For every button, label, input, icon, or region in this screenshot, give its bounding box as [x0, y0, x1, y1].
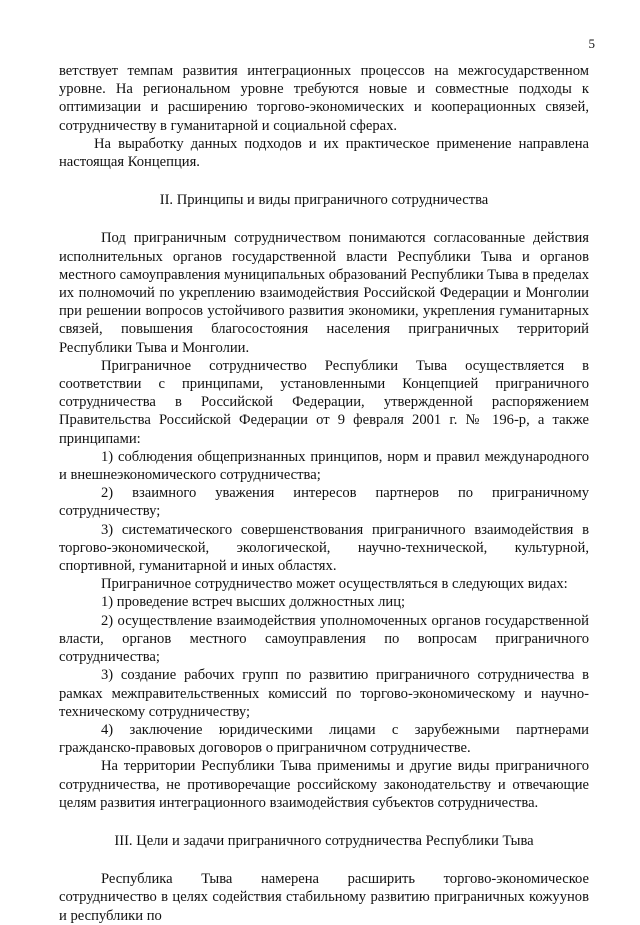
- form-item-2: 2) осуществление взаимодействия уполномоченных органов государственной власти, органов местного самоуправления по вопросам приграничного сотрудничества;: [59, 612, 589, 666]
- forms-intro-paragraph: Приграничное сотрудничество может осуществляться в следующих видах:: [101, 576, 568, 593]
- document-body: [59, 62, 589, 925]
- principle-item-1: 1) соблюдения общепризнанных принципов, норм и правил международного и внешнеэкономического сотрудничества;: [59, 448, 589, 484]
- form-item-4: 4) заключение юридическими лицами с зарубежными партнерами гражданско-правовых договоров о приграничном сотрудничестве.: [59, 721, 589, 757]
- section-2-closing-paragraph: На территории Республики Тыва применимы и другие виды приграничного сотрудничества, не противоречащие российскому законодательству и отвечающие целям развития интеграционного взаимодействия субъектов сотрудничества.: [59, 758, 589, 811]
- section-2-heading: II. Принципы и виды приграничного сотрудничества: [159, 192, 489, 209]
- intro-continuation-paragraph: ветствует темпам развития интеграционных процессов на межгосударственном уровне. На региональном уровне требуются новые и совместные подходы к оптимизации и расширению торгово-экономических и кооперационных связей, сотрудничеству в гуманитарной и социальной сферах.: [59, 63, 589, 134]
- principle-item-3: 3) систематического совершенствования приграничного взаимодействия в торгово-экономической, экологической, научно-технической, культурной, спортивной, гуманитарной и иных областях.: [59, 521, 589, 575]
- principle-item-2: 2) взаимного уважения интересов партнеров по приграничному сотрудничеству;: [59, 485, 589, 520]
- intro-conclusion-paragraph: На выработку данных подходов и их практическое применение направлена настоящая Концепция.: [59, 135, 589, 171]
- section-3-opening-paragraph: Республика Тыва намерена расширить торгово-экономическое сотрудничество в целях содействия стабильному развитию приграничных кожуунов и республики по: [59, 871, 589, 924]
- page-number: 5: [588, 36, 595, 51]
- form-item-1: 1) проведение встреч высших должностных лиц;: [101, 594, 406, 611]
- section-3-heading: III. Цели и задачи приграничного сотрудничества Республики Тыва: [114, 832, 534, 849]
- form-item-3: 3) создание рабочих групп по развитию приграничного сотрудничества в рамках межправительственных комиссий по торгово-экономическому и научно-техническому сотрудничеству;: [59, 667, 589, 720]
- definition-paragraph: Под приграничным сотрудничеством понимаются согласованные действия исполнительных органов государственной власти Республики Тыва и органов местного самоуправления муниципальных образований Республики Тыва в пределах их полномочий по укреплению взаимодействия Российской Федерации и Монголии при решении вопросов устойчивого развития экономики, укрепления гуманитарных связей, повышения благосостояния населения приграничных территорий Республики Тыва и Монголии.: [59, 230, 590, 356]
- principles-intro-paragraph: Приграничное сотрудничество Республики Тыва осуществляется в соответствии с принципами, установленными Концепцией приграничного сотрудничества в Российской Федерации, утвержденной распоряжением Правительства Российской Федерации от 9 февраля 2001 г. № 196-р, а также принципами:: [59, 357, 589, 447]
